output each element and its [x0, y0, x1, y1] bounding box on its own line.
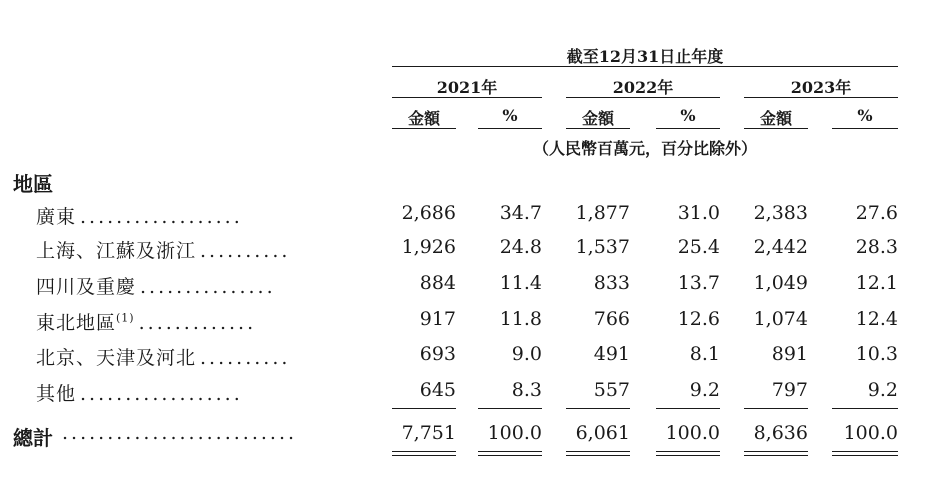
dot-leader: .......... [200, 240, 291, 262]
cell-value: 1,537 [575, 236, 630, 258]
subtotal-rule [566, 408, 630, 409]
region-name: 上海、江蘇及浙江 [36, 240, 197, 262]
cell-value: 2,686 [401, 202, 456, 224]
cell-value: 8.1 [689, 343, 720, 365]
col-amount-2021: 金額 [407, 109, 440, 128]
total-double-rule [392, 451, 456, 456]
cell-value: 8.3 [511, 379, 542, 401]
total-label: 總計 [13, 426, 53, 450]
region-label [36, 272, 276, 299]
col-rule [566, 128, 630, 129]
subtotal-rule [392, 408, 456, 409]
cell-value: 491 [593, 343, 630, 365]
cell-value: 10.3 [855, 343, 898, 365]
unit-note: （人民幣百萬元，百分比除外） [532, 139, 757, 158]
cell-value: 12.6 [677, 308, 720, 330]
col-amount-2023: 金額 [759, 109, 792, 128]
total-double-rule [656, 451, 720, 456]
year-rule-2022 [566, 97, 720, 98]
dot-leader: ............... [140, 276, 276, 298]
cell-value: 891 [771, 343, 808, 365]
year-header-2022: 2022年 [612, 78, 674, 97]
cell-value: 693 [419, 343, 456, 365]
region-name: 北京、天津及河北 [36, 347, 197, 369]
cell-value: 9.2 [867, 379, 898, 401]
region-label [36, 343, 290, 370]
year-header-2021: 2021年 [436, 78, 498, 97]
cell-value: 645 [419, 379, 456, 401]
cell-value: 13.7 [677, 272, 720, 294]
col-rule [656, 128, 720, 129]
region-name: 東北地區 [36, 312, 117, 334]
cell-value: 9.2 [689, 379, 720, 401]
cell-value: 34.7 [499, 202, 542, 224]
cell-value: 1,926 [401, 236, 456, 258]
cell-value: 31.0 [677, 202, 720, 224]
region-name: 廣東 [36, 206, 77, 228]
period-rule [392, 66, 898, 67]
total-value: 100.0 [487, 422, 542, 444]
col-amount-2022: 金額 [581, 109, 614, 128]
cell-value: 11.8 [499, 308, 542, 330]
col-rule [744, 128, 808, 129]
total-value: 7,751 [401, 422, 456, 444]
region-label [36, 308, 256, 335]
dot-leader: .......... [200, 347, 291, 369]
region-label [36, 379, 243, 406]
cell-value: 833 [593, 272, 630, 294]
cell-value: 12.1 [855, 272, 898, 294]
cell-value: 1,049 [753, 272, 808, 294]
col-pct-2022: % [680, 106, 696, 125]
cell-value: 917 [419, 308, 456, 330]
col-rule [832, 128, 898, 129]
total-double-rule [832, 451, 898, 456]
total-value: 100.0 [665, 422, 720, 444]
period-header: 截至12月31日止年度 [566, 47, 724, 66]
cell-value: 28.3 [855, 236, 898, 258]
col-pct-2021: % [502, 106, 518, 125]
subtotal-rule [744, 408, 808, 409]
cell-value: 797 [771, 379, 808, 401]
cell-value: 1,074 [753, 308, 808, 330]
cell-value: 1,877 [575, 202, 630, 224]
cell-value: 24.8 [499, 236, 542, 258]
cell-value: 2,442 [753, 236, 808, 258]
cell-value: 9.0 [511, 343, 542, 365]
dot-leader: .................. [80, 206, 243, 228]
cell-value: 11.4 [499, 272, 542, 294]
year-header-2023: 2023年 [790, 78, 852, 97]
footnote-marker: (1) [116, 311, 135, 325]
region-name: 四川及重慶 [36, 276, 137, 298]
year-rule-2021 [392, 97, 542, 98]
year-rule-2023 [744, 97, 898, 98]
col-pct-2023: % [857, 106, 873, 125]
total-value: 6,061 [575, 422, 630, 444]
cell-value: 2,383 [753, 202, 808, 224]
cell-value: 557 [593, 379, 630, 401]
total-double-rule [478, 451, 542, 456]
cell-value: 25.4 [677, 236, 720, 258]
region-name: 其他 [36, 383, 77, 405]
subtotal-rule [478, 408, 542, 409]
cell-value: 884 [419, 272, 456, 294]
col-rule [478, 128, 542, 129]
region-label [36, 202, 243, 229]
col-rule [392, 128, 456, 129]
total-double-rule [744, 451, 808, 456]
section-title: 地區 [13, 172, 53, 196]
cell-value: 766 [593, 308, 630, 330]
cell-value: 27.6 [855, 202, 898, 224]
region-label [36, 236, 290, 263]
dot-leader: ............. [138, 312, 257, 334]
total-value: 100.0 [843, 422, 898, 444]
total-value: 8,636 [753, 422, 808, 444]
cell-value: 12.4 [855, 308, 898, 330]
total-leader: .......................... [62, 422, 298, 444]
subtotal-rule [832, 408, 898, 409]
dot-leader: .................. [80, 383, 243, 405]
total-double-rule [566, 451, 630, 456]
subtotal-rule [656, 408, 720, 409]
